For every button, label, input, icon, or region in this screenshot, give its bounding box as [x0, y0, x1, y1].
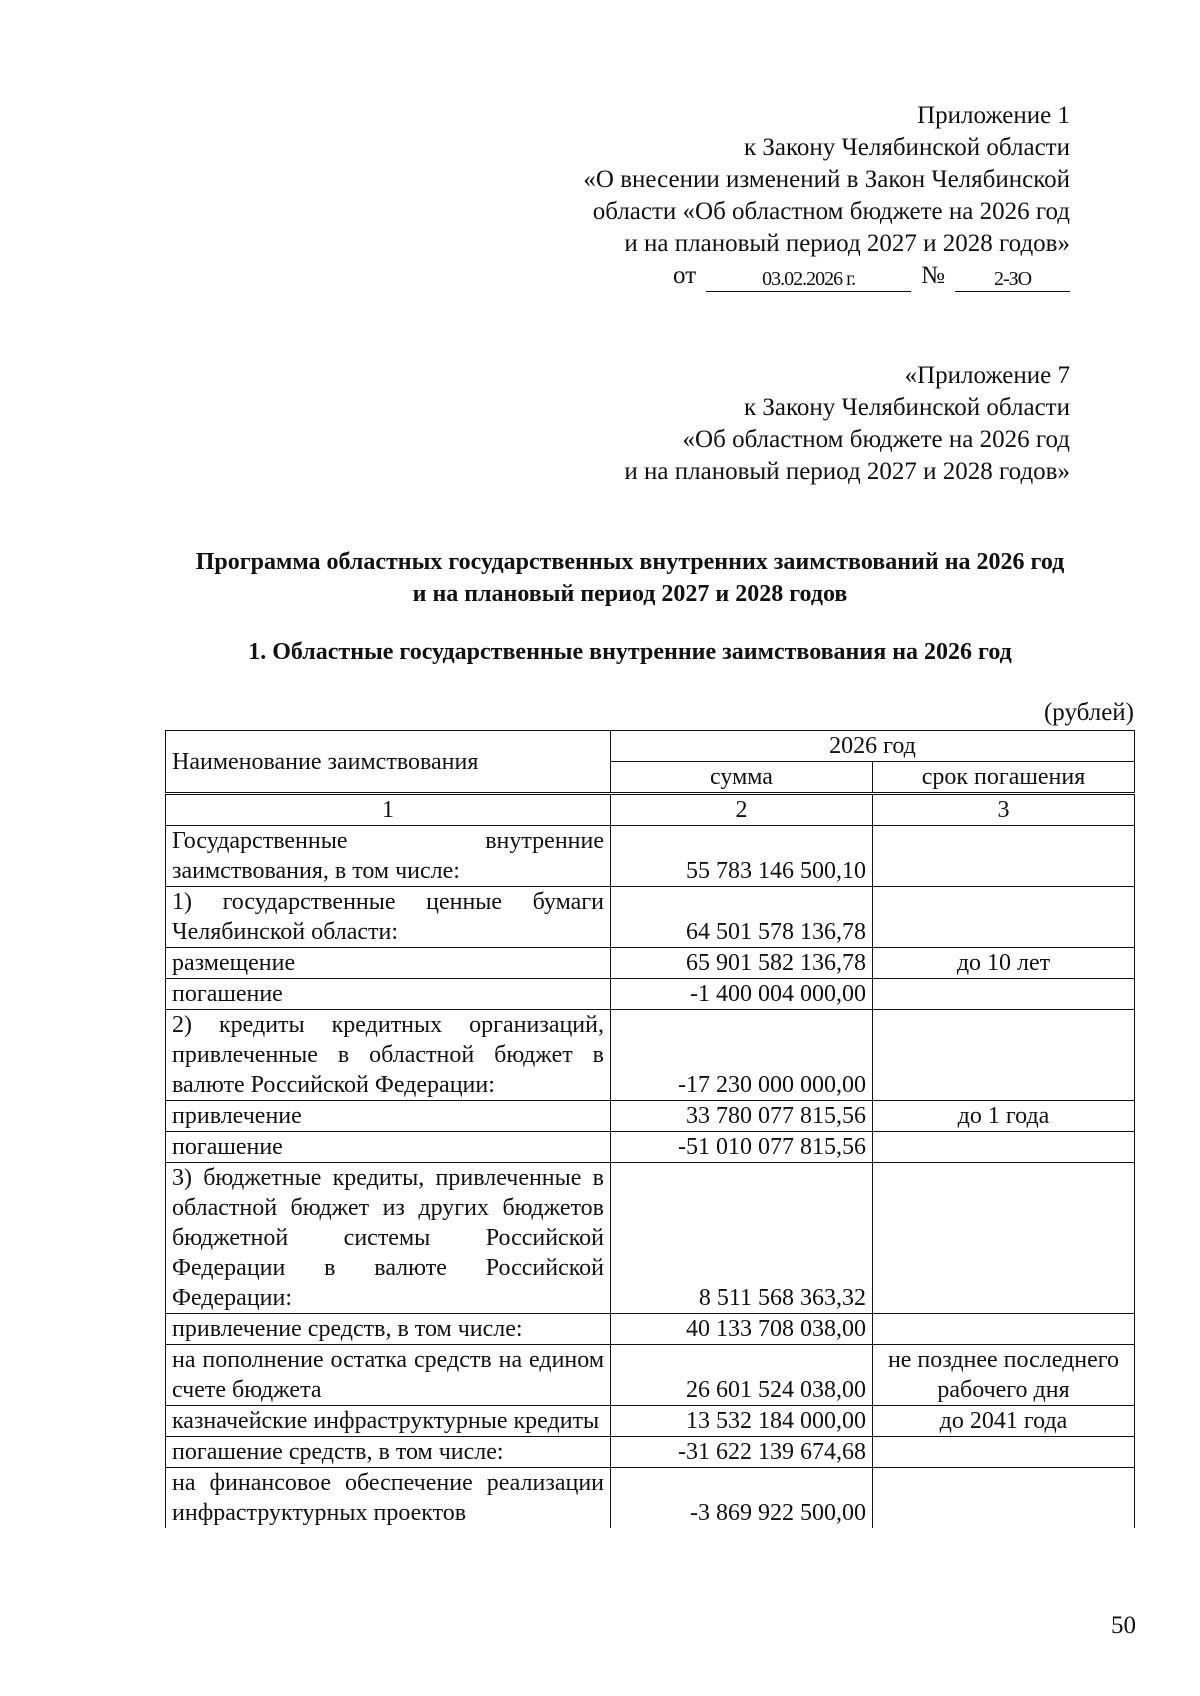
row-name: Государственные внутренние заимствования, в том числе:	[166, 826, 611, 887]
row-sum: -31 622 139 674,68	[611, 1437, 873, 1468]
table-row	[166, 887, 1135, 948]
row-sum: -17 230 000 000,00	[611, 1010, 873, 1101]
row-sum: 40 133 708 038,00	[611, 1314, 873, 1345]
appendix-1-line: к Закону Челябинской области	[744, 134, 1070, 161]
column-number-row	[166, 794, 1135, 826]
row-name: погашение	[166, 979, 611, 1010]
row-name: казначейские инфраструктурные кредиты	[166, 1406, 611, 1437]
table-row	[166, 1345, 1135, 1406]
header-name: Наименование заимствования	[166, 731, 611, 794]
row-sum: 65 901 582 136,78	[611, 948, 873, 979]
appendix-7-line: к Закону Челябинской области	[744, 394, 1070, 421]
row-name: погашение средств, в том числе:	[166, 1437, 611, 1468]
row-term: не позднее последнего рабочего дня	[873, 1345, 1135, 1406]
table-row	[166, 1010, 1135, 1101]
program-title-line: и на плановый период 2027 и 2028 годов	[412, 581, 848, 607]
table-row	[166, 1132, 1135, 1163]
table-row	[166, 1437, 1135, 1468]
appendix-7-line: «Приложение 7	[904, 362, 1070, 389]
row-sum: 26 601 524 038,00	[611, 1345, 873, 1406]
law-number: 2-ЗО	[955, 267, 1070, 292]
header-term: срок погашения	[873, 762, 1135, 794]
header-year: 2026 год	[611, 731, 1135, 762]
row-term	[873, 1163, 1135, 1314]
row-sum: 13 532 184 000,00	[611, 1406, 873, 1437]
number-label: №	[921, 262, 945, 289]
column-number: 1	[166, 794, 611, 826]
table-row	[166, 979, 1135, 1010]
table-row	[166, 1468, 1135, 1529]
appendix-7-line: и на плановый период 2027 и 2028 годов»	[624, 458, 1070, 485]
signature-line	[583, 260, 1070, 292]
row-term: до 2041 года	[873, 1406, 1135, 1437]
row-term: до 1 года	[873, 1101, 1135, 1132]
appendix-1-line: «О внесении изменений в Закон Челябинской	[583, 166, 1070, 193]
row-sum: 8 511 568 363,32	[611, 1163, 873, 1314]
row-sum: 55 783 146 500,10	[611, 826, 873, 887]
table-header-row	[166, 731, 1135, 762]
row-sum: 33 780 077 815,56	[611, 1101, 873, 1132]
row-name: 1) государственные ценные бумаги Челябинской области:	[166, 887, 611, 948]
appendix-1-line: области «Об областном бюджете на 2026 год	[592, 198, 1070, 225]
table-row	[166, 1314, 1135, 1345]
appendix-1-line: Приложение 1	[917, 102, 1070, 129]
appendix-1-line: и на плановый период 2027 и 2028 годов»	[624, 230, 1070, 257]
row-term: до 10 лет	[873, 948, 1135, 979]
row-term	[873, 1132, 1135, 1163]
program-title-line: Программа областных государственных внутренних заимствований на 2026 год	[195, 549, 1065, 575]
row-name: погашение	[166, 1132, 611, 1163]
table-row	[166, 826, 1135, 887]
appendix-7-line: «Об областном бюджете на 2026 год	[682, 426, 1070, 453]
row-name: на пополнение остатка средств на едином счете бюджета	[166, 1345, 611, 1406]
table-row	[166, 1406, 1135, 1437]
section-title: 1. Областные государственные внутренние заимствования на 2026 год	[248, 639, 1012, 665]
borrowings-table	[165, 730, 1135, 1528]
row-term	[873, 826, 1135, 887]
page-number: 50	[1111, 1612, 1136, 1639]
table-row	[166, 948, 1135, 979]
law-date: 03.02.2026 г.	[706, 267, 911, 292]
row-name: привлечение средств, в том числе:	[166, 1314, 611, 1345]
row-sum: 64 501 578 136,78	[611, 887, 873, 948]
row-sum: -3 869 922 500,00	[611, 1468, 873, 1529]
row-term	[873, 979, 1135, 1010]
row-name: 3) бюджетные кредиты, привлеченные в областной бюджет из других бюджетов бюджетной системы Российской Федерации в валюте Российской Федерации:	[166, 1163, 611, 1314]
row-name: 2) кредиты кредитных организаций, привлеченные в областной бюджет в валюте Российской Федерации:	[166, 1010, 611, 1101]
table-row	[166, 1163, 1135, 1314]
column-number: 2	[611, 794, 873, 826]
row-name: на финансовое обеспечение реализации инфраструктурных проектов	[166, 1468, 611, 1529]
row-sum: -1 400 004 000,00	[611, 979, 873, 1010]
row-name: привлечение	[166, 1101, 611, 1132]
row-term	[873, 1314, 1135, 1345]
appendix-1-header	[583, 100, 1070, 292]
header-sum: сумма	[611, 762, 873, 794]
row-term	[873, 1437, 1135, 1468]
row-term	[873, 887, 1135, 948]
column-number: 3	[873, 794, 1135, 826]
table-row	[166, 1101, 1135, 1132]
row-term	[873, 1468, 1135, 1529]
row-sum: -51 010 077 815,56	[611, 1132, 873, 1163]
row-name: размещение	[166, 948, 611, 979]
from-label: от	[673, 262, 697, 289]
appendix-7-header	[624, 360, 1070, 488]
program-title	[130, 546, 1130, 610]
units-label: (рублей)	[1043, 699, 1134, 726]
row-term	[873, 1010, 1135, 1101]
